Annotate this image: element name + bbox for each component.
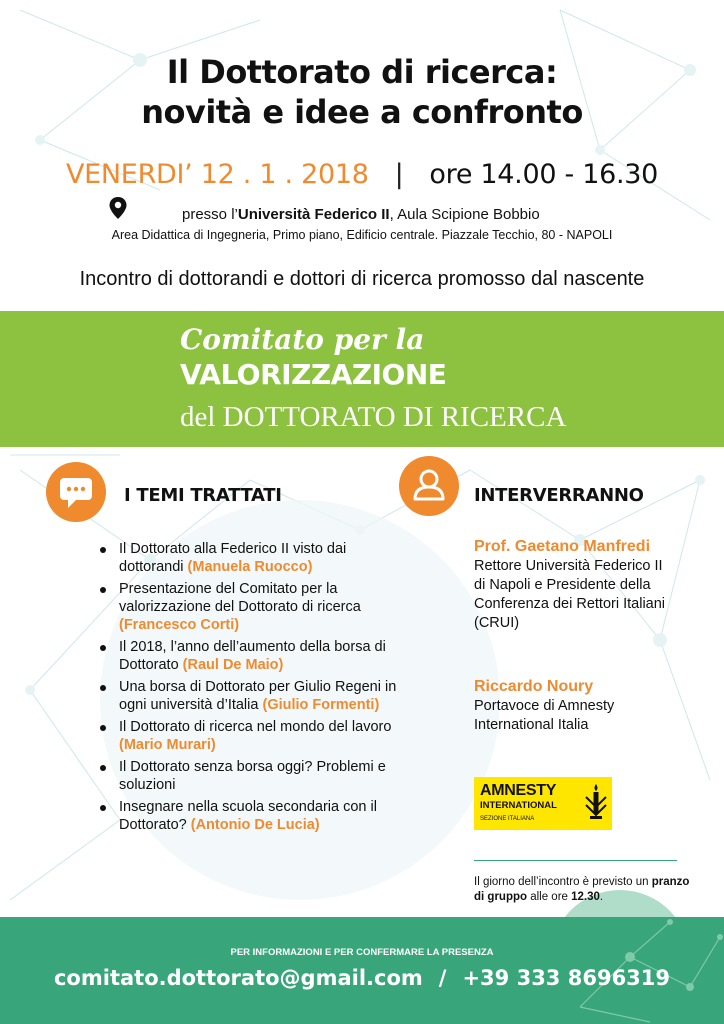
person-icon — [399, 456, 459, 516]
list-item: Insegnare nella scuola secondaria con il Dottorato? (Antonio De Lucia) — [100, 798, 400, 834]
topics-heading: I TEMI TRATTATI — [124, 485, 282, 506]
committee-line-2: VALORIZZAZIONE — [180, 358, 447, 391]
title-line-1: Il Dottorato di ricerca: — [166, 53, 558, 91]
speaker-card — [474, 676, 674, 735]
contacts-row — [0, 964, 724, 992]
speakers-heading: INTERVERRANNO — [474, 485, 644, 506]
footer-note: PER INFORMAZIONI E PER CONFERMARE LA PRESENZA — [230, 947, 494, 958]
contact-separator: / — [438, 966, 447, 990]
venue-line — [182, 205, 602, 224]
date-separator: | — [394, 159, 404, 190]
speaker-card — [474, 536, 674, 633]
topic-speaker: (Giulio Formenti) — [262, 697, 380, 713]
intro-text: Incontro di dottorandi e dottori di ricerca promosso dal nascente — [79, 268, 645, 290]
speaker-name: Prof. Gaetano Manfredi — [474, 538, 651, 555]
phone-link[interactable]: +39 333 8696319 — [462, 966, 671, 990]
list-item: Presentazione del Comitato per la valorizzazione del Dottorato di ricerca (Francesco Corti) — [100, 580, 400, 634]
list-item: Il Dottorato di ricerca nel mondo del lavoro (Mario Murari) — [100, 718, 400, 754]
list-item: Il Dottorato alla Federico II visto dai dottorandi (Manuela Ruocco) — [100, 540, 400, 576]
speaker-role: Portavoce di Amnesty International Italia — [474, 698, 615, 733]
speaker-name: Riccardo Noury — [474, 678, 594, 695]
topic-speaker: (Raul De Maio) — [182, 657, 284, 673]
topic-speaker: (Antonio De Lucia) — [190, 817, 320, 833]
event-time: ore 14.00 - 16.30 — [429, 159, 659, 190]
divider — [474, 860, 677, 861]
committee-line-1: Comitato per la — [180, 323, 425, 356]
venue-name: Università Federico II — [237, 206, 390, 223]
topics-list — [100, 540, 400, 838]
speaker-role: Rettore Università Federico II di Napoli e Presidente della Conferenza dei Rettori Italiani (CRUI) — [474, 558, 666, 631]
event-date: VENERDI’ 12 . 1 . 2018 — [65, 159, 369, 190]
topic-speaker: (Mario Murari) — [119, 737, 216, 753]
venue-prefix: presso l’ — [182, 206, 238, 223]
amnesty-logo-line-1: AMNESTY — [480, 782, 557, 799]
venue-suffix: , Aula Scipione Bobbio — [389, 206, 540, 223]
list-item: Il 2018, l’anno dell’aumento della borsa di Dottorato (Raul De Maio) — [100, 638, 400, 674]
venue-address: Area Didattica di Ingegneria, Primo piano, Edificio centrale. Piazzale Tecchio, 80 - NAPOLI — [111, 228, 613, 242]
list-item: Il Dottorato senza borsa oggi? Problemi e soluzioni — [100, 758, 400, 794]
map-pin-icon — [109, 197, 127, 219]
committee-line-3: del DOTTORATO DI RICERCA — [180, 401, 567, 433]
topic-speaker: (Manuela Ruocco) — [187, 559, 313, 575]
list-item: Una borsa di Dottorato per Giulio Regeni in ogni università d’Italia (Giulio Formenti) — [100, 678, 400, 714]
amnesty-logo — [474, 777, 612, 830]
chat-bubble-icon — [46, 462, 106, 522]
amnesty-logo-line-2: INTERNATIONAL — [480, 800, 557, 811]
amnesty-logo-line-3: SEZIONE ITALIANA — [480, 816, 535, 822]
amnesty-candle-icon — [584, 783, 608, 825]
lunch-note: Il giorno dell’incontro è previsto un pranzo di gruppo alle ore 12.30. — [474, 876, 690, 903]
email-link[interactable]: comitato.dottorato@gmail.com — [53, 966, 423, 990]
title-line-2: novità e idee a confronto — [141, 93, 583, 131]
topic-speaker: (Francesco Corti) — [119, 617, 240, 633]
date-time-row — [0, 158, 724, 192]
page-title — [0, 52, 724, 132]
